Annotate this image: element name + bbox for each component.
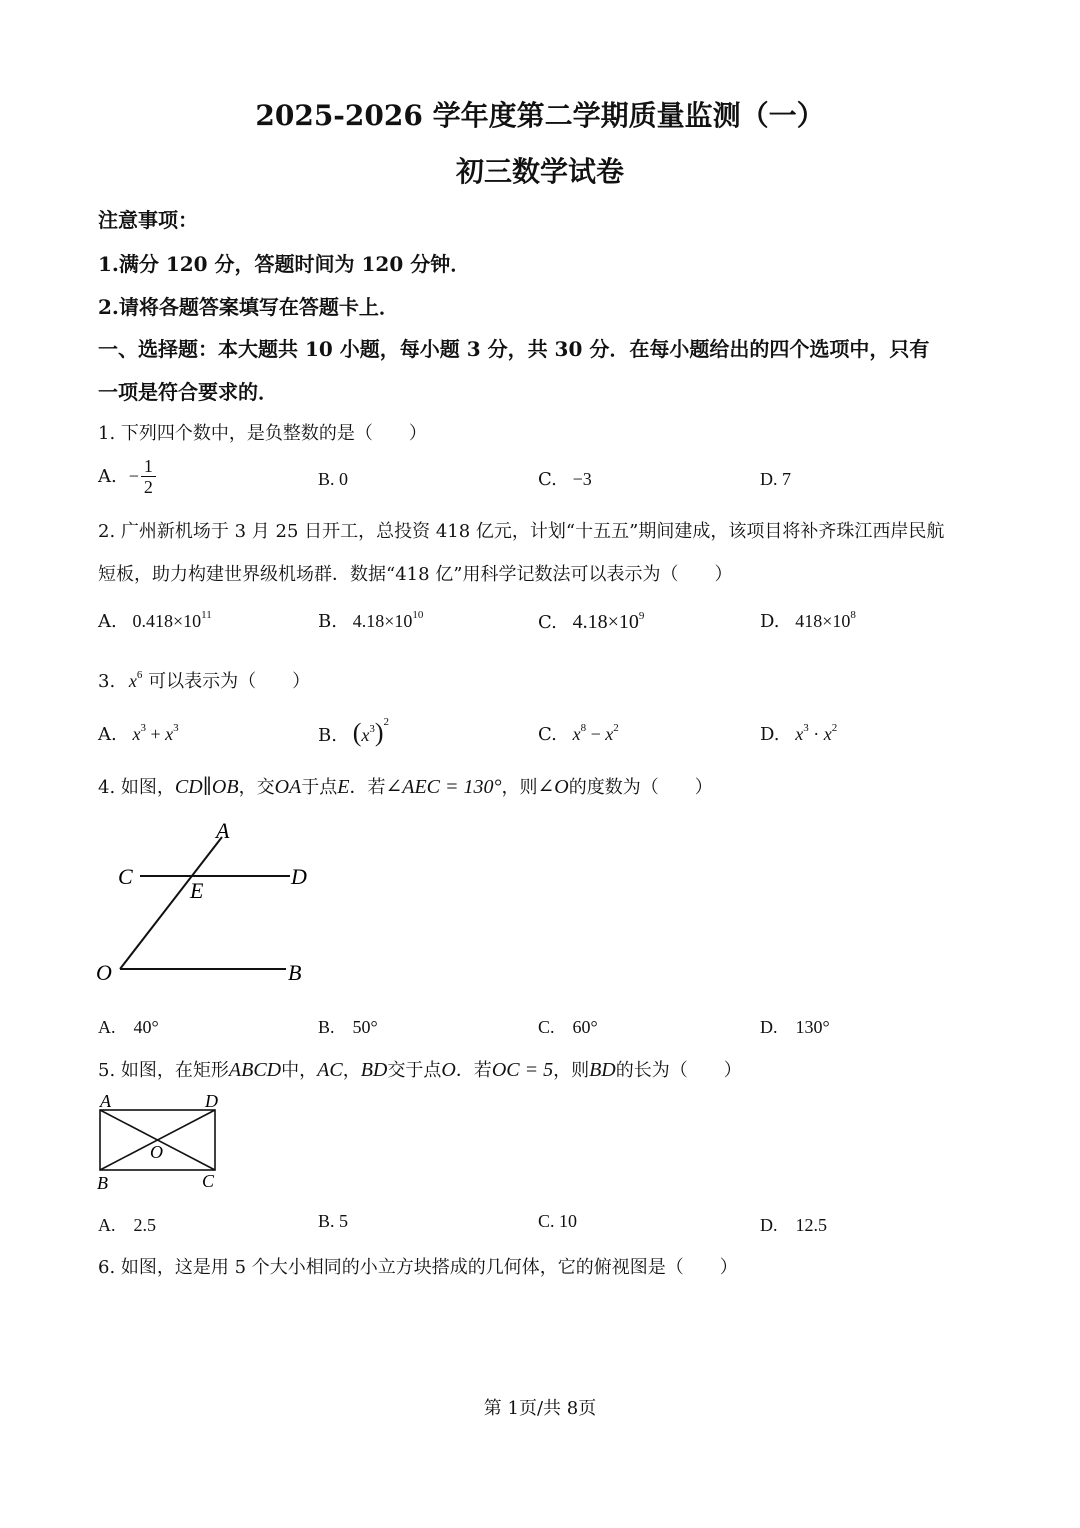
q4-label-a: A [216,818,230,843]
section-heading-line-1: 一、选择题：本大题共 10 小题，每小题 3 分，共 30 分．在每小题给出的四个选项中，只有 [98,337,930,361]
q1-option-d: D. 7 [760,469,791,489]
q3-b-label: B. [318,725,337,746]
q5-stem-mid4: ．若 [455,1060,492,1081]
q1-c-value: −3 [572,469,592,489]
q3-exponent: 6 [136,669,143,681]
q5-option-b: B. 5 [318,1211,349,1231]
q3-a-label: A. [98,724,117,745]
q5-option-d: D. 12.5 [760,1215,827,1235]
q4-stem-mid1: ，交 [238,777,275,798]
q4-label-e: E [190,878,204,903]
q4-stem-mid3: ．若 [349,777,386,798]
q5-stem-mid1: 中， [281,1060,318,1081]
q2-stem-line-1: 2. 广州新机场于 3 月 25 日开工，总投资 418 亿元，计划“十五五”期间建成，该项目将补齐珠江西岸民航 [98,521,945,542]
q2-c-base: 4.18×10 [572,611,639,633]
q1-a-label: A. [98,466,117,487]
q3-c-label: C. [538,724,557,745]
section-heading-line-2: 一项是符合要求的． [98,380,278,404]
q5-stem-oc: OC = 5 [491,1059,554,1081]
q5-stem-mid2: ， [342,1060,361,1081]
q2-c-label: C. [538,612,557,633]
q3-stem-rest: 可以表示为（ ） [148,671,311,692]
q2-a-label: A. [98,611,117,632]
notice-heading: 注意事项： [98,208,198,232]
q1-a-fraction [141,456,156,497]
q5-figure [92,1090,232,1195]
q5-stem-bd: BD [360,1059,388,1081]
q3-variable: x [128,671,137,691]
q5-stem-prefix: 5. 如图，在矩形 [98,1060,229,1081]
q5-stem-o: O [441,1059,456,1081]
q5-option-a: A. 2.5 [98,1215,156,1235]
q4-stem-cd-ob: CD∥OB [174,776,239,798]
q5-stem-abcd: ABCD [228,1059,282,1081]
q5-stem [98,1056,742,1082]
q1-a-denominator: 2 [143,477,153,497]
q4-label-c: C [118,864,133,889]
q1-stem: 1. 下列四个数中，是负整数的是（ ） [98,423,427,444]
q2-b-label: B. [318,611,337,632]
q3-number: 3. [98,671,116,692]
q4-stem-angle: ∠AEC = 130° [385,776,502,798]
exam-subtitle: 初三数学试卷 [455,155,624,188]
q5-stem-bd2: BD [589,1059,616,1081]
q2-d-base: 418×10 [795,611,851,631]
q1-option-b: B. 0 [318,469,349,489]
q2-a-exponent: 11 [201,609,212,621]
q1-option-c [538,469,592,490]
q5-label-o: O [150,1142,163,1162]
notice-item-1: 1.满分 120 分，答题时间为 120 分钟． [98,252,471,276]
q4-stem-o: ∠O [537,776,569,798]
q4-option-b: B. 50° [318,1017,378,1037]
q2-option-b [318,611,423,632]
exam-title: 2025-2026 学年度第二学期质量监测（一） [255,99,825,132]
q5-label-b: B [97,1173,108,1193]
q2-stem-line-2: 短板，助力构建世界级机场群．数据“418 亿”用科学记数法可以表示为（ ） [98,564,733,585]
q4-label-d: D [291,864,307,889]
q1-a-numerator: 1 [141,456,156,477]
q1-c-label: C. [538,469,557,490]
q2-d-exponent: 8 [850,609,856,621]
q4-option-a: A. 40° [98,1017,159,1037]
q2-a-base: 0.418×10 [132,611,202,631]
q2-option-a [98,611,212,632]
q4-stem-e: E [337,776,350,798]
q2-c-exponent: 9 [638,610,645,622]
q4-stem-mid4: ，则 [501,777,538,798]
q5-label-c: C [202,1171,215,1191]
q3-option-b: B. $(x^3)^2$ [318,716,390,747]
q3-d-label: D. [760,724,780,745]
q5-stem-end: 的长为（ ） [615,1060,742,1081]
q4-figure [90,815,330,995]
q2-b-exponent: 10 [412,609,424,621]
q4-option-c: C. 60° [538,1017,598,1037]
q5-stem-mid5: ，则 [553,1060,590,1081]
q5-label-a: A [100,1091,111,1111]
q2-option-c [538,611,644,634]
q4-line-oa [120,837,222,969]
q3-option-d: D. $x^3 \cdot x^2$ [760,722,838,745]
q4-stem-end: 的度数为（ ） [568,777,713,798]
q5-option-c: C. 10 [538,1211,578,1231]
q4-stem-oa: OA [274,776,302,798]
q6-stem: 6. 如图，这是用 5 个大小相同的小立方块搭成的几何体，它的俯视图是（ ） [98,1257,738,1278]
q1-a-sign: − [128,466,139,486]
q3-option-c: C. $x^8 - x^2$ [538,722,619,745]
notice-item-2: 2.请将各题答案填写在答题卡上． [98,295,399,319]
q4-label-o: O [96,960,112,985]
q1-option-a [98,456,156,497]
q5-stem-mid3: 交于点 [387,1060,442,1081]
q2-b-base: 4.18×10 [352,611,413,631]
q5-stem-ac: AC [317,1059,343,1081]
q2-d-label: D. [760,611,780,632]
q5-label-d: D [205,1091,218,1111]
q4-stem-mid2: 于点 [301,777,338,798]
q4-stem-prefix: 4. 如图， [98,777,175,798]
page-number: 第 1页/共 8页 [483,1398,597,1419]
q4-stem [98,773,713,799]
q3-option-a: A. $x^3 + x^3$ [98,722,179,745]
q3-stem [98,667,310,693]
q2-option-d [760,611,856,632]
q4-option-d: D. 130° [760,1017,830,1037]
q4-label-b: B [288,960,302,985]
